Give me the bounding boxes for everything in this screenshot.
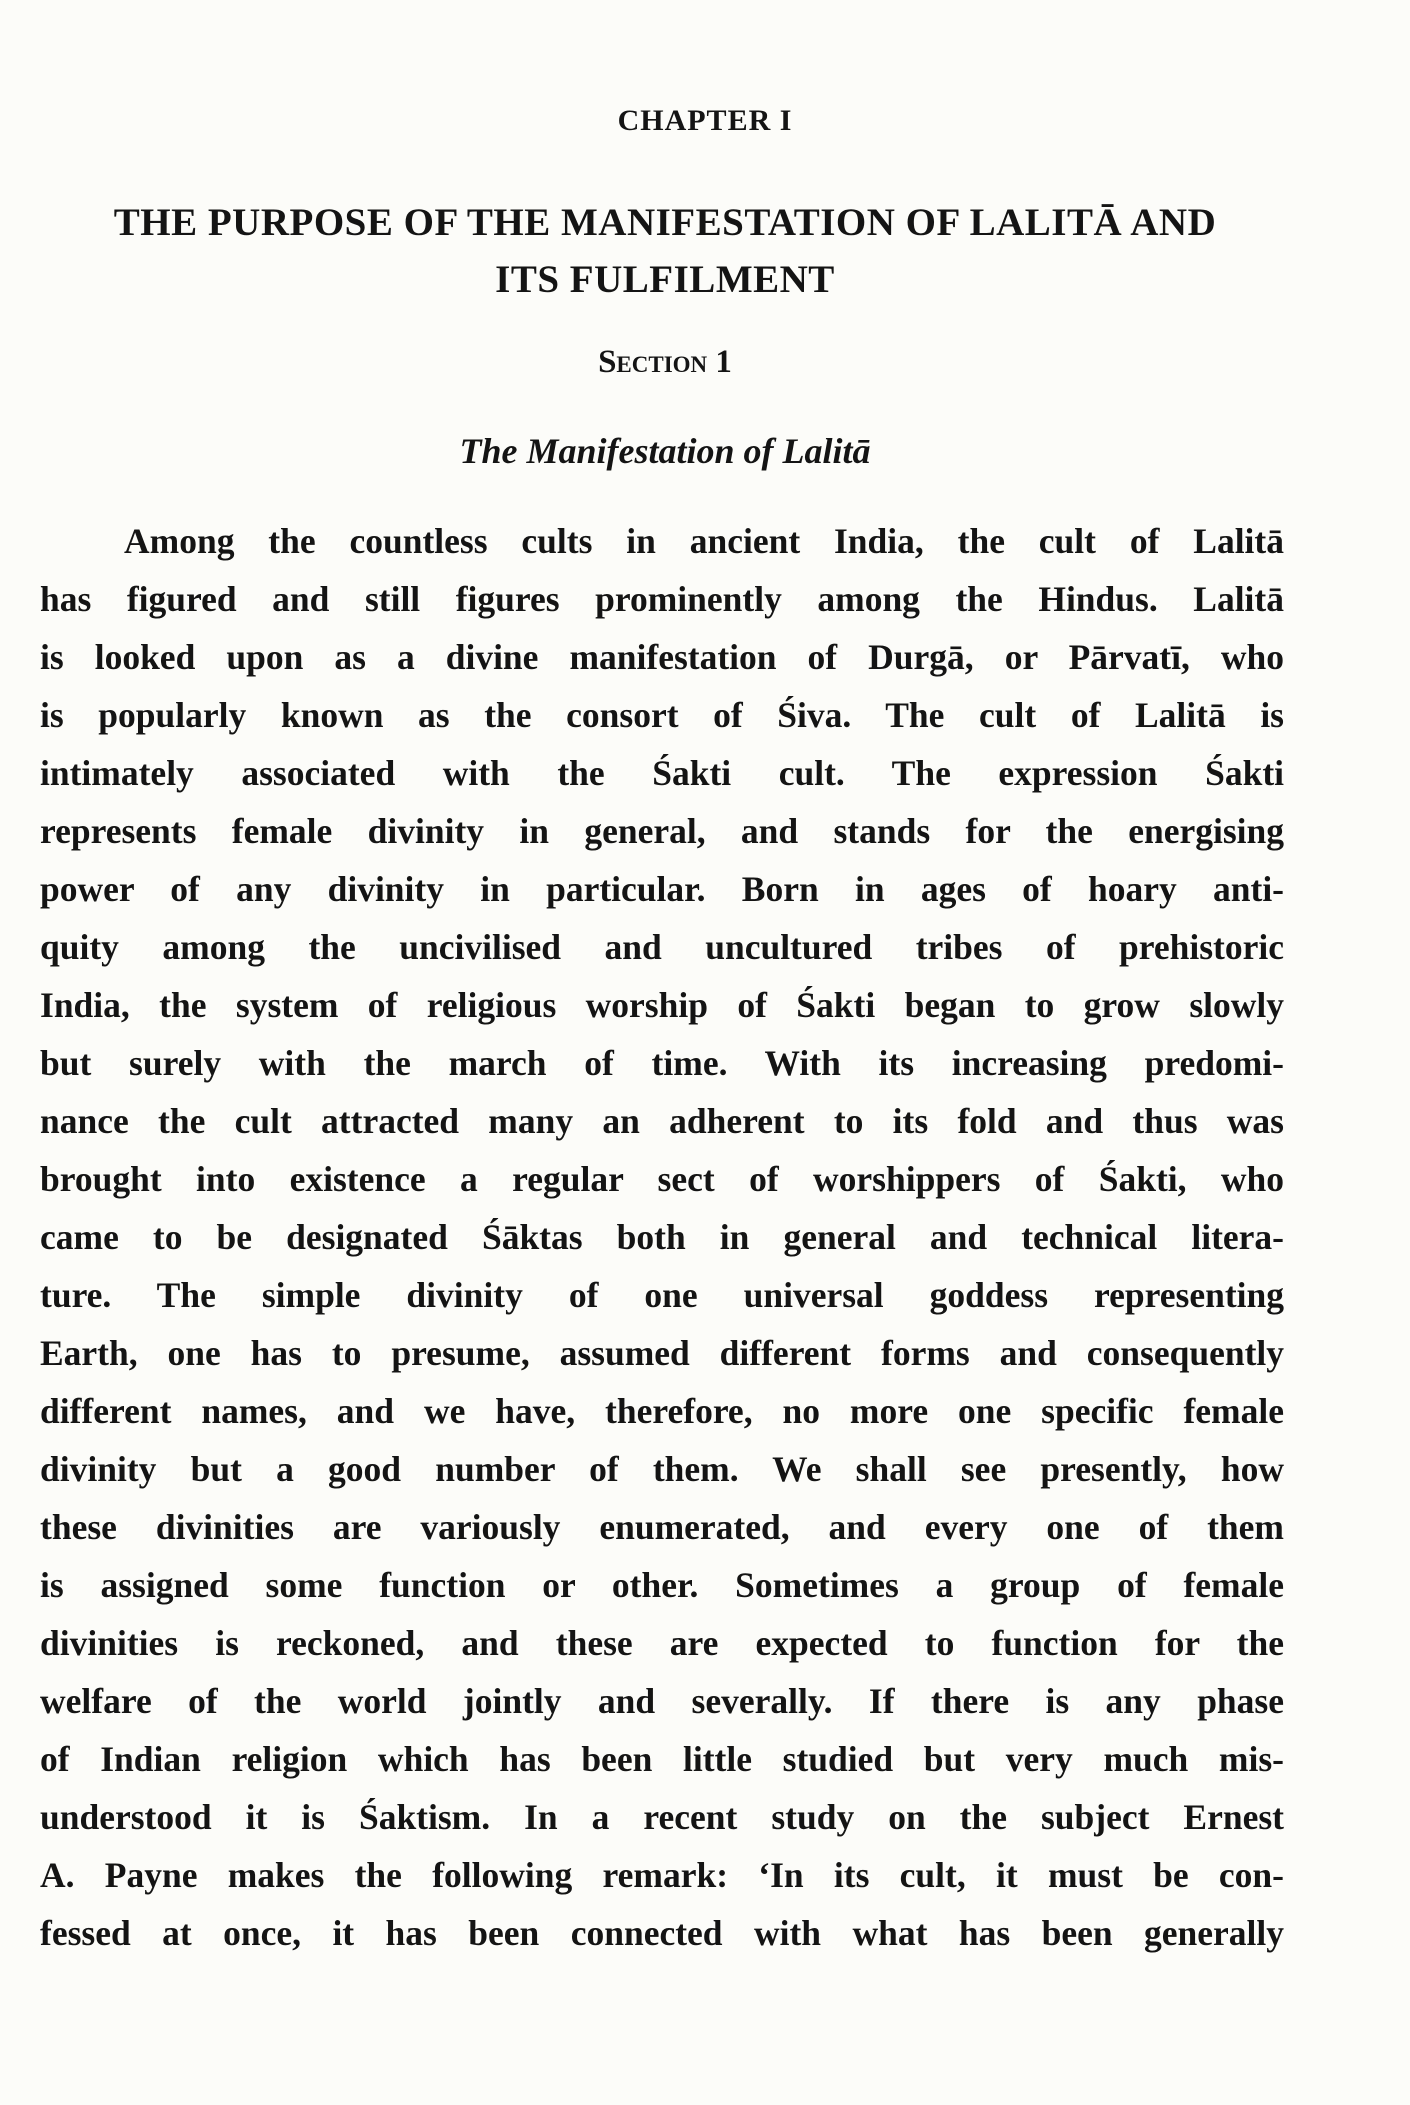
paragraph-line: welfare of the world jointly and severally. If there is any phase — [40, 1681, 1284, 1721]
chapter-title-line-2: ITS FULFILMENT — [495, 258, 835, 301]
paragraph-line: divinities is reckoned, and these are expected to function for the — [40, 1623, 1284, 1663]
paragraph-line: is assigned some function or other. Sometimes a group of female — [40, 1565, 1284, 1605]
body-paragraph — [40, 512, 1284, 1962]
paragraph-line: has figured and still figures prominently among the Hindus. Lalitā — [40, 579, 1284, 619]
paragraph-line: A. Payne makes the following remark: ‘In its cult, it must be con- — [40, 1855, 1284, 1895]
paragraph-line: power of any divinity in particular. Born in ages of hoary anti- — [40, 869, 1284, 909]
section-label: Section 1 — [598, 344, 732, 380]
paragraph-line: represents female divinity in general, and stands for the energising — [40, 811, 1284, 851]
paragraph-line: quity among the uncivilised and uncultured tribes of prehistoric — [40, 927, 1284, 967]
paragraph-line: is popularly known as the consort of Śiva. The cult of Lalitā is — [40, 695, 1284, 735]
paragraph-line: fessed at once, it has been connected with what has been generally — [40, 1913, 1284, 1953]
paragraph-line: Among the countless cults in ancient India, the cult of Lalitā — [124, 521, 1284, 561]
paragraph-line: ture. The simple divinity of one universal goddess representing — [40, 1275, 1284, 1315]
chapter-label: CHAPTER I — [617, 104, 793, 137]
paragraph-line: is looked upon as a divine manifestation of Durgā, or Pārvatī, who — [40, 637, 1284, 677]
paragraph-line: understood it is Śaktism. In a recent study on the subject Ernest — [40, 1797, 1284, 1837]
paragraph-line: India, the system of religious worship of Śakti began to grow slowly — [40, 985, 1284, 1025]
paragraph-line: nance the cult attracted many an adherent to its fold and thus was — [40, 1101, 1284, 1141]
paragraph-line: brought into existence a regular sect of worshippers of Śakti, who — [40, 1159, 1284, 1199]
paragraph-line: divinity but a good number of them. We shall see presently, how — [40, 1449, 1284, 1489]
section-subtitle: The Manifestation of Lalitā — [459, 431, 871, 471]
paragraph-line: different names, and we have, therefore, no more one specific female — [40, 1391, 1284, 1431]
chapter-title — [40, 194, 1290, 308]
chapter-title-line-1: THE PURPOSE OF THE MANIFESTATION OF LALITĀ AND — [113, 201, 1217, 244]
paragraph-line: but surely with the march of time. With its increasing predomi- — [40, 1043, 1284, 1083]
paragraph-line: these divinities are variously enumerated, and every one of them — [40, 1507, 1284, 1547]
paragraph-line: intimately associated with the Śakti cult. The expression Śakti — [40, 753, 1284, 793]
paragraph-line: came to be designated Śāktas both in general and technical litera- — [40, 1217, 1284, 1257]
paragraph-line: Earth, one has to presume, assumed different forms and consequently — [40, 1333, 1284, 1373]
paragraph-line: of Indian religion which has been little studied but very much mis- — [40, 1739, 1284, 1779]
